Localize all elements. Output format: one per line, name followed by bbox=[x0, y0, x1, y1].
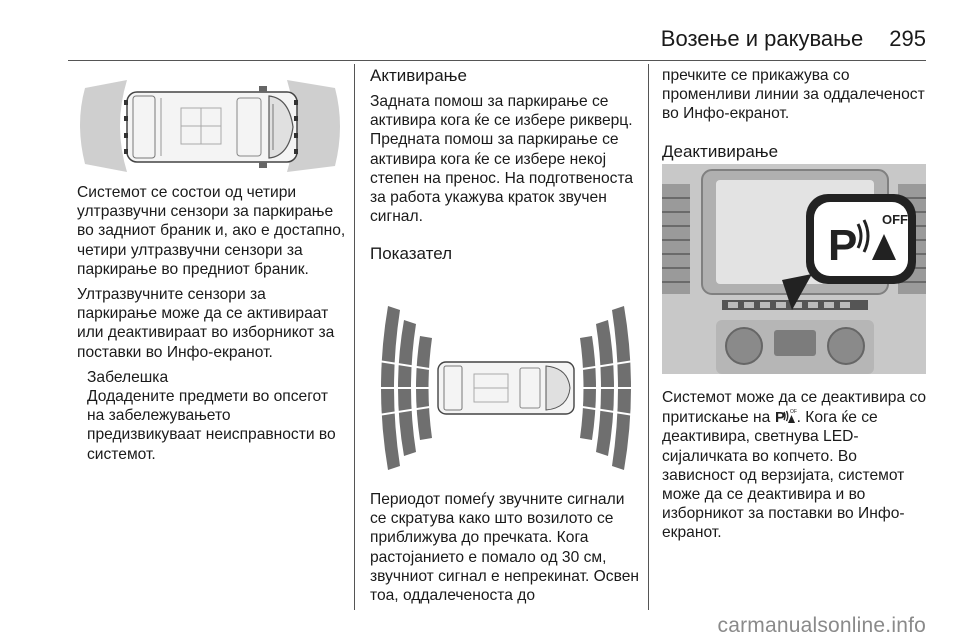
watermark: carmanualsonline.info bbox=[717, 614, 926, 637]
continuation-text: пречките се прикажува со променливи линии за оддалеченост во Инфо-екранот. bbox=[662, 67, 925, 123]
svg-text:P: P bbox=[774, 409, 785, 425]
deactivation-text-before: Системот може да се деактивира со притискање на bbox=[662, 389, 927, 427]
heading-activation: Активирање bbox=[370, 66, 467, 85]
deactivation-text bbox=[662, 388, 928, 543]
button-off-label: OFF bbox=[882, 212, 908, 227]
note-block bbox=[87, 368, 347, 464]
activation-text: Задната помош за паркирање се активира кога ќе се избере рикверц. Предната помош за паркирање се активира кога ќе се избере некој степен на пренос. На подготвеноста за работа укажува краток звучен сигнал. bbox=[370, 93, 634, 226]
activation-settings-paragraph: Ултразвучните сензори за паркирање може да се активираат или деактивираат во изборникот за поставки во Инфо-екранот. bbox=[77, 286, 335, 361]
page-number: 295 bbox=[889, 26, 926, 51]
page-header bbox=[661, 26, 926, 58]
heading-deactivation: Деактивирање bbox=[662, 141, 779, 161]
parking-assist-button-icon bbox=[775, 407, 797, 424]
deactivation-text-after: . Кога ќе се деактивира, светнува LED-сијаличката во копчето. Во зависност од верзијата, системот може да се деактивира и во изборникот за поставки во Инфо-екранот. bbox=[662, 409, 905, 542]
system-description-paragraph: Системот се состои од четири ултразвучни сензори за паркирање во задниот браник и, ако е достапно, четири ултразвучни сензори за паркирање во предниот браник. bbox=[77, 184, 346, 278]
note-title: Забелешка bbox=[87, 368, 169, 386]
column-divider-2 bbox=[648, 64, 649, 610]
dashboard-button-figure bbox=[662, 164, 926, 374]
svg-text:OFF: OF bbox=[789, 409, 797, 416]
indicator-text: Периодот помеѓу звучните сигнали се скратува како што возилото се приближува до пречката. Кога растојанието е помало од 30 см, звучниот сигнал е непрекинат. Освен тоа, оддалеченоста до bbox=[370, 491, 639, 605]
chapter-title: Возење и ракување bbox=[660, 26, 864, 51]
distance-indicator-figure bbox=[370, 298, 642, 478]
heading-indicator: Показател bbox=[370, 244, 453, 264]
column-1 bbox=[77, 70, 347, 634]
header-rule bbox=[68, 60, 926, 61]
sensor-coverage-figure bbox=[77, 74, 349, 178]
column-2 bbox=[370, 66, 642, 634]
column-3 bbox=[662, 67, 928, 634]
column-divider-1 bbox=[354, 64, 355, 610]
parking-p-icon: P bbox=[828, 221, 858, 270]
note-text: Додадените предмети во опсегот на забележувањето предизвикуваат неисправности во системот. bbox=[87, 388, 336, 463]
